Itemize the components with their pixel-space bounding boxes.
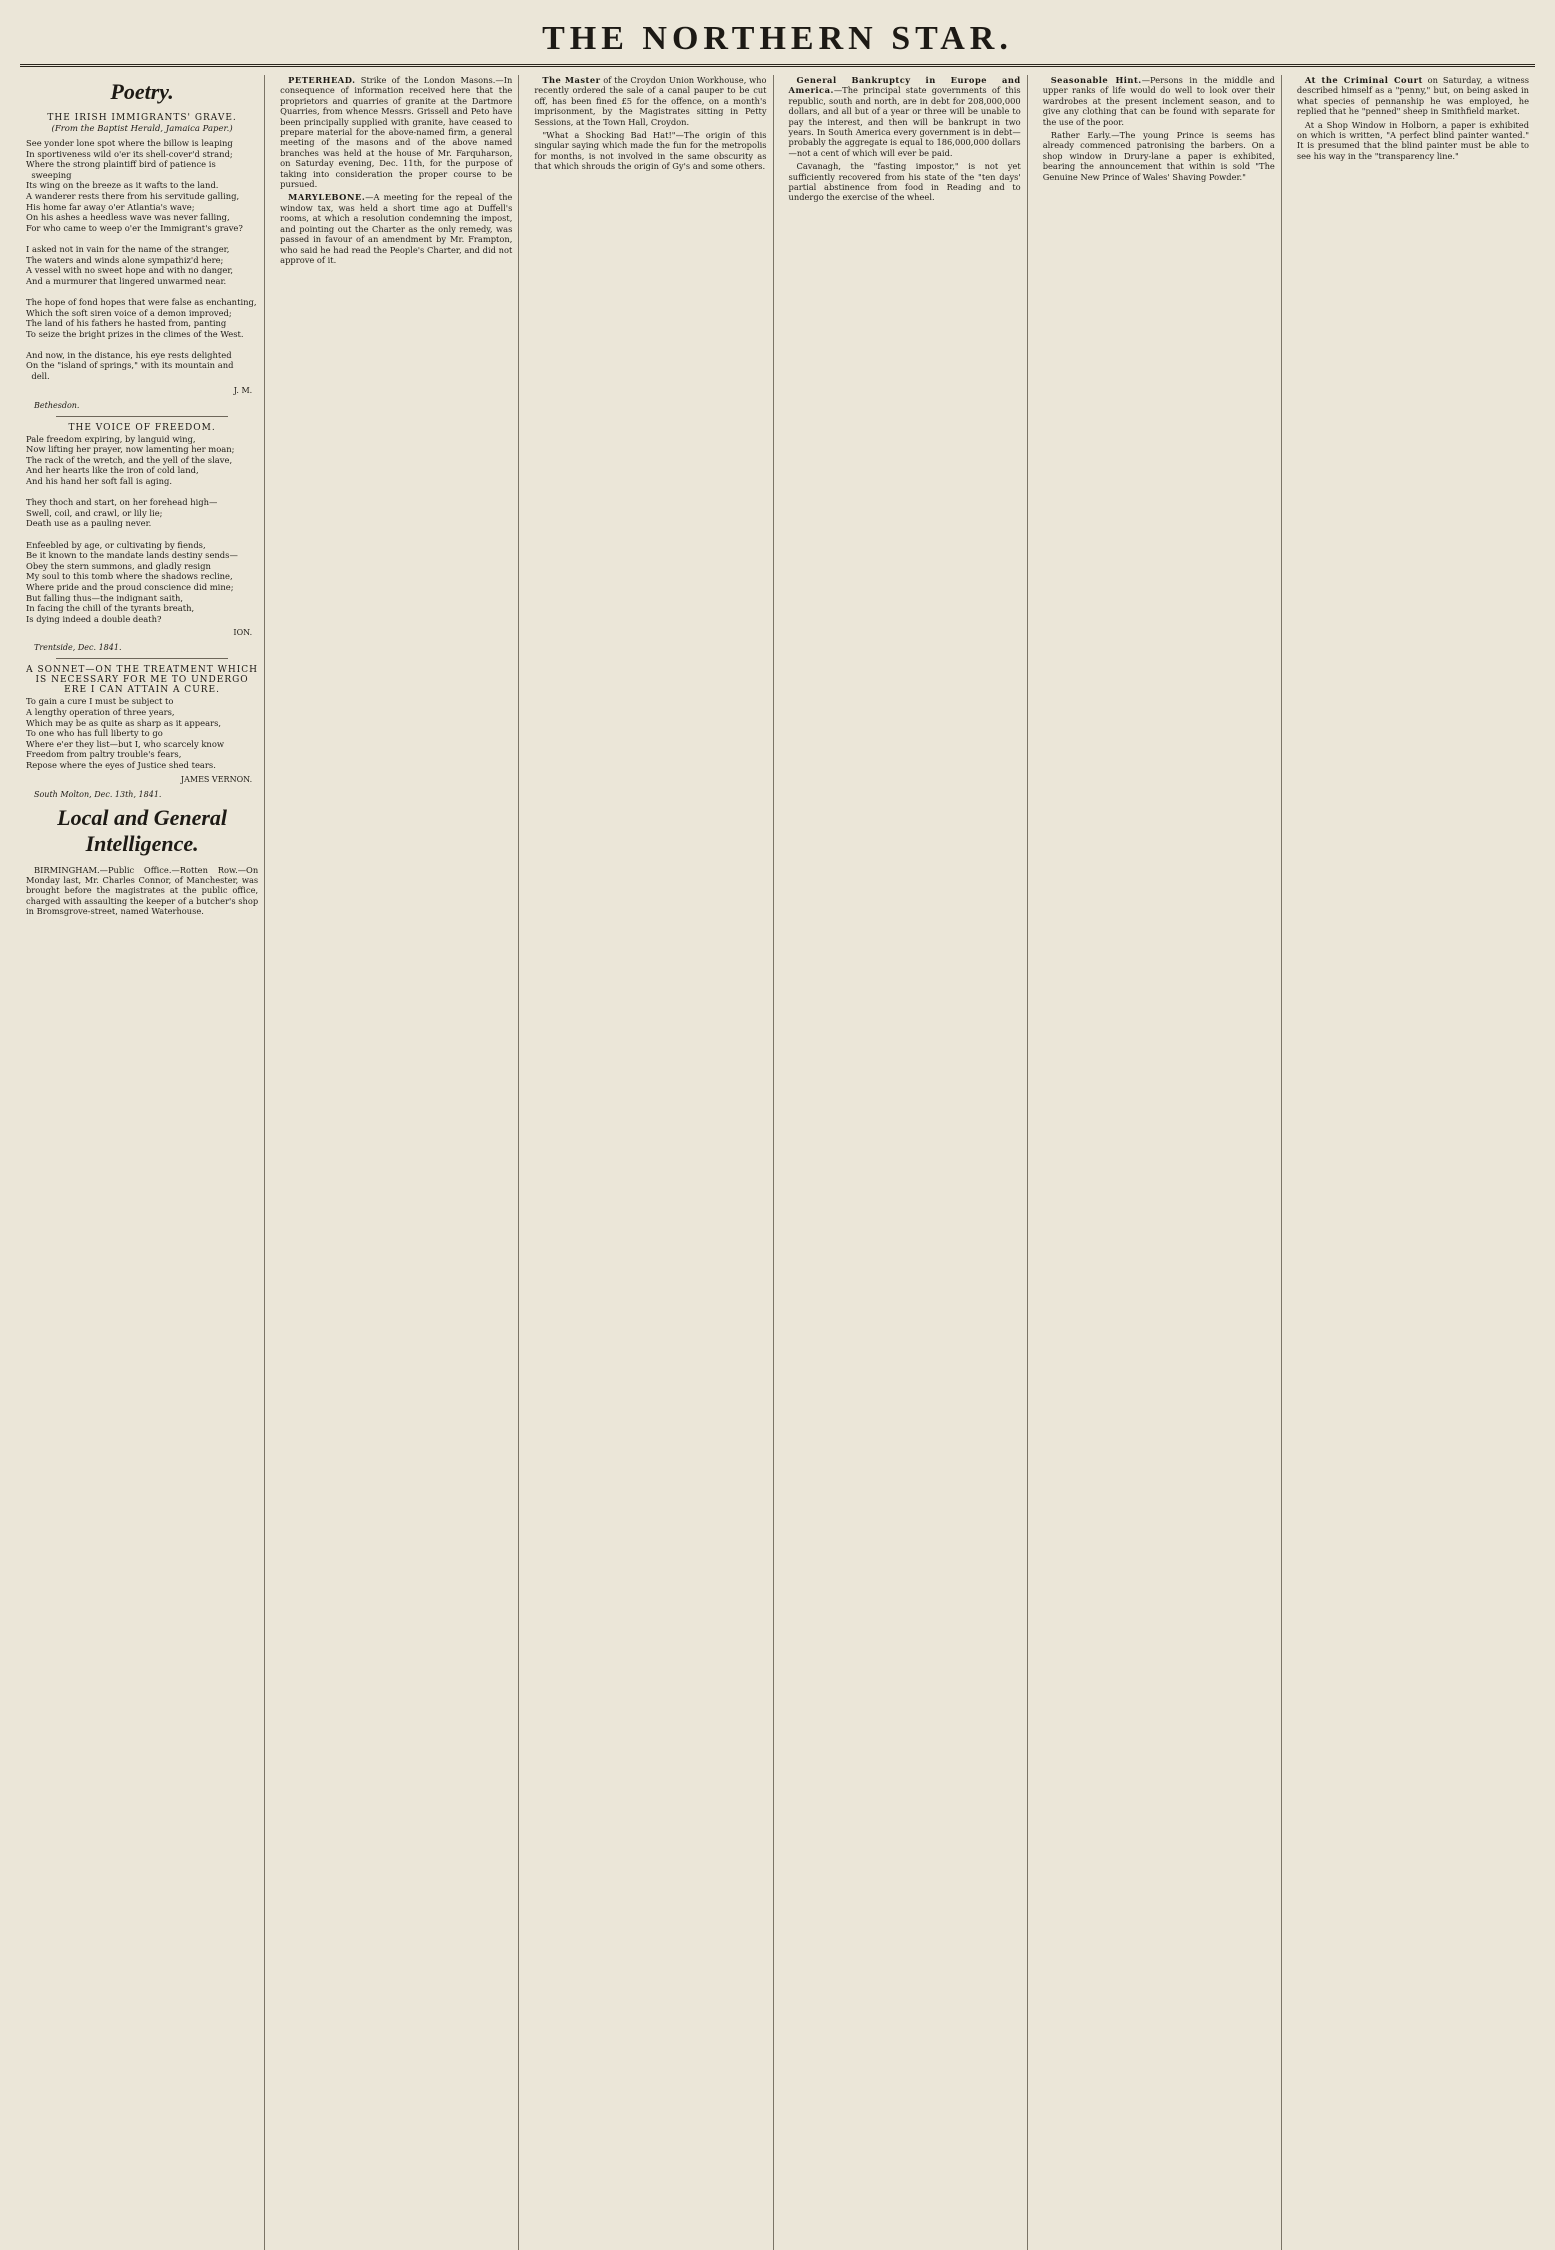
article-paragraph: Cavanagh, the "fasting impostor," is not yet sufficiently recovered from his state of the "ten days' partial abstinence from food in Reading and to undergo the exercise of the wheel. xyxy=(788,161,1021,203)
article-paragraph: "What a Shocking Bad Hat!"—The origin of this singular saying which made the fun for the metropolis for months, is not involved in the same obscurity as that which shrouds the origin of Gy's and some others. xyxy=(534,130,767,172)
column-5 xyxy=(1037,75,1282,2250)
article-paragraph: BIRMINGHAM.—Public Office.—Rotten Row.—On Monday last, Mr. Charles Connor, of Manchester, was brought before the magistrates at the public office, charged with assaulting the keeper of a butcher's shop in Bromsgrove-street, named Waterhouse. xyxy=(26,864,259,917)
article-text: —A meeting for the repeal of the window tax, was held a short time ago at Duffell's rooms, at which a resolution condemning the impost, and pointing out the Charter as the only remedy, was passed in favour of an amendment by Mr. Frampton, who said he had read the People's Charter, and did not approve of it. xyxy=(280,192,513,265)
columns xyxy=(20,75,1535,2250)
poem-title: A SONNET—ON THE TREATMENT WHICH IS NECESSARY FOR ME TO UNDERGO ERE I CAN ATTAIN A CURE. xyxy=(26,665,259,696)
article-paragraph xyxy=(280,75,512,189)
column-2 xyxy=(274,75,519,2250)
article-keyword: Seasonable Hint. xyxy=(1050,75,1142,85)
column-3 xyxy=(528,75,773,2250)
column-1 xyxy=(20,75,265,2250)
poem-place: Bethesdon. xyxy=(34,400,80,410)
article-text: of the Croydon Union Workhouse, who recently ordered the sale of a canal pauper to be cut off, has been fined £5 for the offence, on a month's imprisonment, by the Magistrates sitting in Petty Sessions, at the Town Hall, Croydon. xyxy=(534,75,767,127)
poem-place: South Molton, Dec. 13th, 1841. xyxy=(34,789,162,799)
poem-place: Trentside, Dec. 1841. xyxy=(34,643,122,653)
article-paragraph: At a Shop Window in Holborn, a paper is exhibited on which is written, "A perfect blind painter wanted." It is presumed that the blind painter must be able to see his way in the "transparency line." xyxy=(1296,119,1530,161)
article-paragraph: Rather Early.—The young Prince is seems has already commenced patronising the barbers. On a shop window in Drury-lane a paper is exhibited, bearing the announcement that within is sold "The Genuine New Prince of Wales' Shaving Powder." xyxy=(1042,130,1275,182)
article-text: on Saturday, a witness described himself as a "penny," but, on being asked in what species of pennanship he was employed, he replied that he "penned" sheep in Smithfield market. xyxy=(1296,75,1530,117)
divider xyxy=(56,416,228,417)
poem-verse: See yonder lone spot where the billow is leaping In sportiveness wild o'er its shell-cover'd strand; Where the strong plaintiff bird of patience is sweeping Its wing on the breeze as it wafts to the land. A wanderer rests there from his servitude galling, His home far away o'er Atlantia's wave; On his ashes a heedless wave was never falling, For who came to weep o'er the Immigrant's grave? I asked not in vain for the name of the stranger, The waters and winds alone sympathiz'd here; A vessel with no sweet hope and with no danger, And a murmurer that lingered unwarmed near. The hope of fond hopes that were false as enchanting, Which the soft siren voice of a demon improved; The land of his fathers he hasted from, panting To seize the bright prizes in the climes of the West. And now, in the distance, his eye rests delighted On the "island of springs," with its mountain and dell. xyxy=(26,138,257,382)
poem-subtitle: (From the Baptist Herald, Jamaica Paper.) xyxy=(51,124,233,134)
article-keyword: PETERHEAD. xyxy=(288,75,356,85)
poem-verse: To gain a cure I must be subject to A lengthy operation of three years, Which may be as quite as sharp as it appears, To one who has full liberty to go Where e'er they list—but I, who scarcely know Freedom from paltry trouble's fears, Repose where the eyes of Justice shed tears. xyxy=(26,696,225,770)
article-text: Strike of the London Masons.—In consequence of information received here that the proprietors and quarries of granite at the Dartmore Quarries, from whence Messrs. Grissell and Peto have been principally supplied with granite, have ceased to prepare material for the above-named firm, a general meeting of the masons and of the above named branches was held at the house of Mr. Farquharson, on Saturday evening, Dec. 11th, for the purpose of taking into consideration the proper course to be pursued. xyxy=(280,75,513,190)
divider xyxy=(56,658,228,659)
article-keyword: MARYLEBONE. xyxy=(288,192,366,203)
article-paragraph xyxy=(789,75,1021,158)
masthead: THE NORTHERN STAR. xyxy=(20,18,1535,67)
poem-signature: J. M. xyxy=(233,385,253,395)
poem-title: THE VOICE OF FREEDOM. xyxy=(68,422,216,433)
article-keyword: At the Criminal Court xyxy=(1304,75,1423,85)
column-6 xyxy=(1291,75,1535,2250)
article-paragraph xyxy=(1043,75,1275,127)
section-title-poetry: Poetry. xyxy=(110,79,174,104)
section-title-local: Local and General Intelligence. xyxy=(57,804,228,856)
article-text: —Persons in the middle and upper ranks of life would do well to look over their wardrobes at the present inclement season, and to give any clothing that can be found with separate for the use of the poor. xyxy=(1042,75,1275,127)
poem-signature: ION. xyxy=(233,628,253,638)
article-paragraph xyxy=(1297,75,1529,117)
article-paragraph xyxy=(534,75,766,127)
article-keyword: The Master xyxy=(542,75,601,85)
column-4 xyxy=(783,75,1028,2250)
article-text: —The principal state governments of this republic, south and north, are in debt for 208,000,000 dollars, and all but of a year or three will be unable to pay the interest, and then will be bankrupt in two years. In South America every government is in debt—probably the aggregate is equal to 186,000,000 dollars—not a cent of which will ever be paid. xyxy=(788,85,1021,158)
article-paragraph xyxy=(280,192,512,265)
article-keyword: General Bankruptcy in Europe and America. xyxy=(788,75,1021,96)
poem-signature: JAMES VERNON. xyxy=(180,774,253,784)
poem-verse: Pale freedom expiring, by languid wing, Now lifting her prayer, now lamenting her moan; The rack of the wretch, and the yell of the slave, And her hearts like the iron of cold land, And his hand her soft fall is aging. They thoch and start, on her forehead high— Swell, coil, and crawl, or lily lie; Death use as a pauling never. Enfeebled by age, or cultivating by fiends, Be it known to the mandate lands destiny sends— Obey the stern summons, and gladly resign My soul to this tomb where the shadows recline, Where pride and the proud conscience did mine; But falling thus—the indignant saith, In facing the chill of the tyrants breath, Is dying indeed a double death? xyxy=(26,433,238,624)
poem-title: THE IRISH IMMIGRANTS' GRAVE. xyxy=(47,113,237,123)
